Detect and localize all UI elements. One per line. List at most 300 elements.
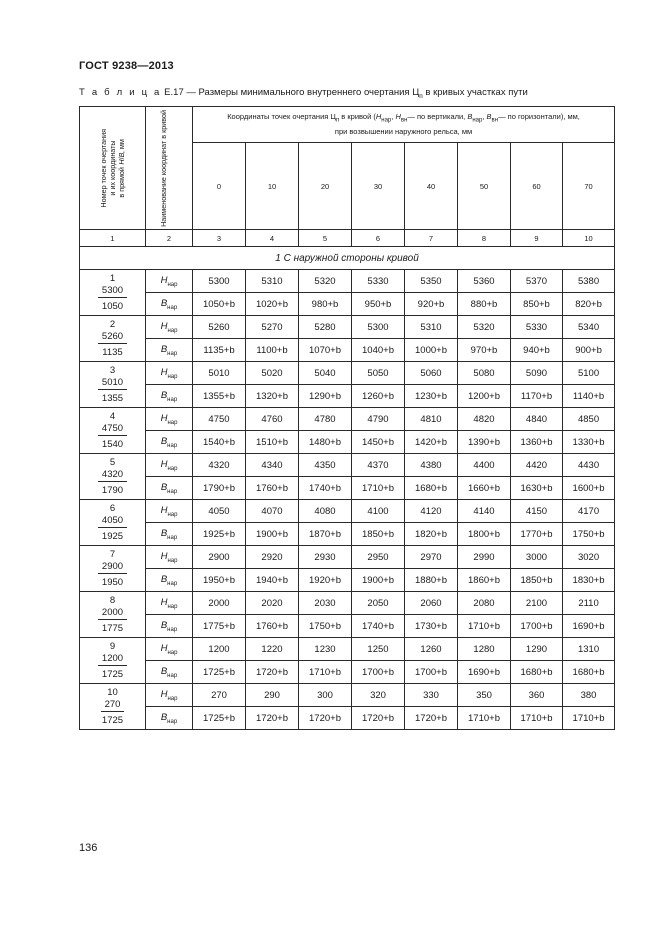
coord-letter: H — [160, 550, 168, 562]
column-number: 1 — [80, 230, 146, 247]
b-value: 1330+b — [563, 431, 615, 454]
coord-header-b2-sub: вн — [491, 117, 499, 124]
h-value: 1260 — [405, 638, 458, 661]
b-value: 820+b — [563, 293, 615, 316]
h-value: 5350 — [405, 270, 458, 293]
caption-subscript: п — [419, 92, 423, 100]
h-value: 2970 — [405, 546, 458, 569]
b-value: 940+b — [511, 339, 563, 362]
document-header: ГОСТ 9238—2013 — [79, 60, 174, 72]
point-cell — [80, 546, 146, 592]
table-row — [80, 707, 615, 730]
coord-sub: нар — [167, 511, 178, 518]
column-number: 5 — [299, 230, 352, 247]
h-value: 4750 — [193, 408, 246, 431]
h-value: 5060 — [405, 362, 458, 385]
b-value: 1100+b — [246, 339, 299, 362]
coord-sub: нар — [167, 465, 178, 472]
table-row — [80, 431, 615, 454]
point-h-coordinate: 1200 — [98, 653, 127, 666]
coord-name-h — [146, 638, 193, 661]
b-value: 920+b — [405, 293, 458, 316]
point-number: 6 — [109, 503, 116, 514]
coord-letter: H — [160, 458, 168, 470]
b-value: 1710+b — [352, 477, 405, 500]
coord-letter: B — [160, 481, 168, 493]
point-h-coordinate: 5300 — [98, 285, 127, 298]
h-value: 4420 — [511, 454, 563, 477]
b-value: 1720+b — [299, 707, 352, 730]
point-number: 1 — [109, 273, 116, 284]
point-b-coordinate: 1725 — [101, 669, 124, 680]
coord-letter: B — [160, 527, 168, 539]
coord-sub: нар — [167, 488, 178, 495]
coord-letter: B — [160, 573, 168, 585]
coord-name-b — [146, 569, 193, 592]
h-value: 4150 — [511, 500, 563, 523]
h-value: 2050 — [352, 592, 405, 615]
b-value: 1420+b — [405, 431, 458, 454]
b-value: 1770+b — [511, 523, 563, 546]
coord-header-b1-sub: нар — [472, 117, 483, 124]
h-value: 3000 — [511, 546, 563, 569]
b-value: 1390+b — [458, 431, 511, 454]
coord-name-b — [146, 339, 193, 362]
coord-header-c: , — [391, 111, 396, 121]
h-value: 5370 — [511, 270, 563, 293]
b-value: 1630+b — [511, 477, 563, 500]
b-value: 1900+b — [246, 523, 299, 546]
h-value: 270 — [193, 684, 246, 707]
h-value: 1250 — [352, 638, 405, 661]
coord-header-b2: B — [486, 111, 492, 121]
b-value: 850+b — [511, 293, 563, 316]
b-value: 1850+b — [511, 569, 563, 592]
b-value: 1820+b — [405, 523, 458, 546]
h-value: 2080 — [458, 592, 511, 615]
b-value: 1730+b — [405, 615, 458, 638]
b-value: 1200+b — [458, 385, 511, 408]
coord-sub: нар — [167, 626, 178, 633]
page-number: 136 — [79, 842, 98, 854]
coord-header-line2: при возвышении наружного рельса, мм — [334, 127, 473, 137]
coord-header-h2-sub: вн — [400, 117, 408, 124]
b-value: 1040+b — [352, 339, 405, 362]
b-value: 900+b — [563, 339, 615, 362]
b-value: 1800+b — [458, 523, 511, 546]
table-row — [80, 316, 615, 339]
coord-header-b: в кривой ( — [339, 111, 376, 121]
b-value: 980+b — [299, 293, 352, 316]
point-b-coordinate: 1725 — [101, 715, 124, 726]
h-value: 290 — [246, 684, 299, 707]
coord-name-b — [146, 707, 193, 730]
table-row — [80, 569, 615, 592]
coord-sub: нар — [167, 304, 178, 311]
b-value: 1680+b — [511, 661, 563, 684]
b-value: 1740+b — [299, 477, 352, 500]
frac-top: H — [117, 159, 126, 165]
coord-sub: нар — [167, 580, 178, 587]
elevation-header: 30 — [352, 143, 405, 230]
b-value: 1230+b — [405, 385, 458, 408]
b-value: 1750+b — [299, 615, 352, 638]
h-value: 4760 — [246, 408, 299, 431]
h-value: 4320 — [193, 454, 246, 477]
h-value: 5310 — [246, 270, 299, 293]
h-value: 1280 — [458, 638, 511, 661]
h-value: 5080 — [458, 362, 511, 385]
h-value: 5360 — [458, 270, 511, 293]
h-value: 4120 — [405, 500, 458, 523]
h-value: 5020 — [246, 362, 299, 385]
col1-header-line3: в прямой — [117, 166, 126, 198]
h-value: 4400 — [458, 454, 511, 477]
coord-sub: нар — [167, 649, 178, 656]
point-number: 2 — [109, 319, 116, 330]
point-cell — [80, 684, 146, 730]
coord-sub: нар — [167, 350, 178, 357]
h-value: 1230 — [299, 638, 352, 661]
b-value: 1710+b — [299, 661, 352, 684]
h-value: 4780 — [299, 408, 352, 431]
b-value: 1850+b — [352, 523, 405, 546]
h-value: 2110 — [563, 592, 615, 615]
coord-name-b — [146, 615, 193, 638]
point-h-coordinate: 5010 — [98, 377, 127, 390]
column-number: 2 — [146, 230, 193, 247]
point-h-coordinate: 4750 — [98, 423, 127, 436]
b-value: 1690+b — [458, 661, 511, 684]
coord-name-b — [146, 385, 193, 408]
coord-letter: H — [160, 412, 168, 424]
table-row — [80, 385, 615, 408]
point-number: 7 — [109, 549, 116, 560]
coord-letter: B — [160, 711, 168, 723]
h-value: 4380 — [405, 454, 458, 477]
h-value: 2990 — [458, 546, 511, 569]
point-cell — [80, 316, 146, 362]
coord-letter: B — [160, 389, 168, 401]
h-value: 4370 — [352, 454, 405, 477]
elevation-header: 10 — [246, 143, 299, 230]
b-value: 1860+b — [458, 569, 511, 592]
point-h-coordinate: 4050 — [98, 515, 127, 528]
point-b-coordinate: 1790 — [101, 485, 124, 496]
coord-name-h — [146, 684, 193, 707]
elevation-header: 20 — [299, 143, 352, 230]
b-value: 1680+b — [563, 661, 615, 684]
coord-letter: H — [160, 274, 168, 286]
coord-name-h — [146, 316, 193, 339]
col1-header-line2: и их координаты — [108, 140, 117, 196]
b-value: 1660+b — [458, 477, 511, 500]
b-value: 1760+b — [246, 615, 299, 638]
h-value: 2930 — [299, 546, 352, 569]
h-value: 4790 — [352, 408, 405, 431]
table-row — [80, 362, 615, 385]
h-value: 350 — [458, 684, 511, 707]
coord-letter: B — [160, 435, 168, 447]
point-h-coordinate: 2900 — [98, 561, 127, 574]
coord-letter: B — [160, 619, 168, 631]
table-row — [80, 477, 615, 500]
coord-sub: нар — [167, 419, 178, 426]
col2-header-text: Наименование координат в кривой — [159, 109, 168, 227]
h-value: 380 — [563, 684, 615, 707]
b-value: 1700+b — [511, 615, 563, 638]
coord-letter: H — [160, 366, 168, 378]
coord-header-a: Координаты точек очертания Ц — [227, 111, 336, 121]
column-number: 8 — [458, 230, 511, 247]
point-b-coordinate: 1050 — [101, 301, 124, 312]
coord-header — [193, 107, 615, 143]
h-value: 2100 — [511, 592, 563, 615]
coord-header-h1-sub: нар — [381, 117, 392, 124]
h-value: 5260 — [193, 316, 246, 339]
b-value: 1540+b — [193, 431, 246, 454]
b-value: 1355+b — [193, 385, 246, 408]
frac-bottom: B — [117, 152, 126, 158]
col1-header-unit: , мм — [117, 138, 126, 153]
table-caption — [79, 87, 528, 100]
b-value: 1710+b — [458, 615, 511, 638]
coord-name-h — [146, 270, 193, 293]
h-value: 4140 — [458, 500, 511, 523]
coord-name-h — [146, 408, 193, 431]
point-h-coordinate: 270 — [101, 699, 125, 712]
b-value: 1020+b — [246, 293, 299, 316]
b-value: 1725+b — [193, 661, 246, 684]
b-value: 950+b — [352, 293, 405, 316]
column-number: 10 — [563, 230, 615, 247]
b-value: 1290+b — [299, 385, 352, 408]
point-number: 5 — [109, 457, 116, 468]
b-value: 1920+b — [299, 569, 352, 592]
h-value: 4170 — [563, 500, 615, 523]
coord-name-b — [146, 293, 193, 316]
coord-sub: нар — [167, 534, 178, 541]
coord-letter: H — [160, 504, 168, 516]
h-value: 1310 — [563, 638, 615, 661]
h-value: 5050 — [352, 362, 405, 385]
b-value: 1880+b — [405, 569, 458, 592]
b-value: 1260+b — [352, 385, 405, 408]
b-value: 1690+b — [563, 615, 615, 638]
coord-letter: H — [160, 642, 168, 654]
coord-sub: нар — [167, 327, 178, 334]
coord-sub: нар — [167, 373, 178, 380]
caption-text: Е.17 — Размеры минимального внутреннего очертания Ц — [161, 87, 420, 98]
b-value: 1725+b — [193, 707, 246, 730]
h-value: 2920 — [246, 546, 299, 569]
caption-prefix: Т а б л и ц а — [79, 87, 162, 98]
coord-letter: B — [160, 343, 168, 355]
coord-letter: B — [160, 297, 168, 309]
coord-sub: нар — [167, 396, 178, 403]
b-value: 1070+b — [299, 339, 352, 362]
h-value: 5340 — [563, 316, 615, 339]
h-value: 5280 — [299, 316, 352, 339]
h-value: 2950 — [352, 546, 405, 569]
coord-sub: нар — [167, 695, 178, 702]
h-value: 360 — [511, 684, 563, 707]
h-value: 5040 — [299, 362, 352, 385]
dimensions-table — [79, 106, 615, 730]
b-value: 1870+b — [299, 523, 352, 546]
column-number: 4 — [246, 230, 299, 247]
section-row — [80, 247, 615, 270]
table-row — [80, 615, 615, 638]
b-value: 1950+b — [193, 569, 246, 592]
h-value: 4850 — [563, 408, 615, 431]
point-b-coordinate: 1775 — [101, 623, 124, 634]
h-value: 4050 — [193, 500, 246, 523]
table-row — [80, 592, 615, 615]
table-row — [80, 454, 615, 477]
col1-header — [80, 107, 146, 230]
h-value: 4840 — [511, 408, 563, 431]
elevation-header: 70 — [563, 143, 615, 230]
coord-name-h — [146, 546, 193, 569]
point-number: 8 — [109, 595, 116, 606]
b-value: 1790+b — [193, 477, 246, 500]
table-row — [80, 500, 615, 523]
b-value: 1830+b — [563, 569, 615, 592]
elevation-header: 60 — [511, 143, 563, 230]
b-value: 1900+b — [352, 569, 405, 592]
column-number-row — [80, 230, 615, 247]
b-value: 1710+b — [563, 707, 615, 730]
col2-header — [146, 107, 193, 230]
column-number: 6 — [352, 230, 405, 247]
b-value: 1000+b — [405, 339, 458, 362]
h-value: 3020 — [563, 546, 615, 569]
point-b-coordinate: 1540 — [101, 439, 124, 450]
point-h-coordinate: 2000 — [98, 607, 127, 620]
coord-header-h1: H — [375, 111, 382, 121]
b-value: 1720+b — [246, 707, 299, 730]
h-value: 330 — [405, 684, 458, 707]
b-value: 1600+b — [563, 477, 615, 500]
b-value: 880+b — [458, 293, 511, 316]
col1-header-line1: Номер точек очертания — [99, 128, 108, 208]
table-row — [80, 339, 615, 362]
coord-sub: нар — [167, 603, 178, 610]
point-b-coordinate: 1355 — [101, 393, 124, 404]
coord-sub: нар — [167, 442, 178, 449]
b-value: 1720+b — [405, 707, 458, 730]
coord-header-a-sub: п — [335, 117, 340, 124]
table-row — [80, 661, 615, 684]
point-b-coordinate: 1950 — [101, 577, 124, 588]
point-cell — [80, 408, 146, 454]
table-row — [80, 546, 615, 569]
b-value: 1710+b — [458, 707, 511, 730]
elevation-header: 40 — [405, 143, 458, 230]
b-value: 1320+b — [246, 385, 299, 408]
caption-text-end: в кривых участках пути — [422, 87, 528, 98]
h-value: 5010 — [193, 362, 246, 385]
table-row — [80, 684, 615, 707]
coord-sub: нар — [167, 672, 178, 679]
h-value: 2900 — [193, 546, 246, 569]
h-value: 2060 — [405, 592, 458, 615]
point-number: 4 — [109, 411, 116, 422]
b-value: 1940+b — [246, 569, 299, 592]
b-value: 1450+b — [352, 431, 405, 454]
coord-name-h — [146, 500, 193, 523]
coord-header-b1: B — [467, 111, 473, 121]
h-value: 320 — [352, 684, 405, 707]
coord-name-h — [146, 592, 193, 615]
h-value: 4340 — [246, 454, 299, 477]
b-value: 1480+b — [299, 431, 352, 454]
b-value: 1140+b — [563, 385, 615, 408]
h-value: 4080 — [299, 500, 352, 523]
h-value: 5300 — [352, 316, 405, 339]
table-row — [80, 293, 615, 316]
h-value: 5330 — [352, 270, 405, 293]
coord-name-b — [146, 661, 193, 684]
coord-header-f: — по горизонтали), мм, — [498, 111, 580, 121]
b-value: 1775+b — [193, 615, 246, 638]
column-number: 3 — [193, 230, 246, 247]
coord-letter: H — [160, 320, 168, 332]
column-number: 9 — [511, 230, 563, 247]
b-value: 1740+b — [352, 615, 405, 638]
point-h-coordinate: 4320 — [98, 469, 127, 482]
coord-name-b — [146, 431, 193, 454]
b-value: 1680+b — [405, 477, 458, 500]
h-value: 4820 — [458, 408, 511, 431]
h-value: 5330 — [511, 316, 563, 339]
h-value: 300 — [299, 684, 352, 707]
b-value: 1720+b — [352, 707, 405, 730]
table-row — [80, 408, 615, 431]
b-value: 1170+b — [511, 385, 563, 408]
coord-letter: H — [160, 596, 168, 608]
b-value: 970+b — [458, 339, 511, 362]
h-value: 5270 — [246, 316, 299, 339]
h-value: 2000 — [193, 592, 246, 615]
coord-name-b — [146, 523, 193, 546]
coord-sub: нар — [167, 281, 178, 288]
b-value: 1135+b — [193, 339, 246, 362]
coord-header-d: — по вертикали, — [407, 111, 468, 121]
h-value: 2030 — [299, 592, 352, 615]
coord-letter: B — [160, 665, 168, 677]
coord-sub: нар — [167, 557, 178, 564]
coord-header-e: , — [482, 111, 487, 121]
point-cell — [80, 362, 146, 408]
coord-name-h — [146, 362, 193, 385]
point-number: 9 — [109, 641, 116, 652]
table-row — [80, 638, 615, 661]
b-value: 1700+b — [352, 661, 405, 684]
b-value: 1050+b — [193, 293, 246, 316]
h-value: 5300 — [193, 270, 246, 293]
h-value: 4810 — [405, 408, 458, 431]
b-value: 1510+b — [246, 431, 299, 454]
coord-name-h — [146, 454, 193, 477]
coord-header-h2: H — [395, 111, 401, 121]
h-value: 5320 — [299, 270, 352, 293]
point-cell — [80, 638, 146, 684]
b-value: 1360+b — [511, 431, 563, 454]
h-value: 5310 — [405, 316, 458, 339]
point-b-coordinate: 1925 — [101, 531, 124, 542]
